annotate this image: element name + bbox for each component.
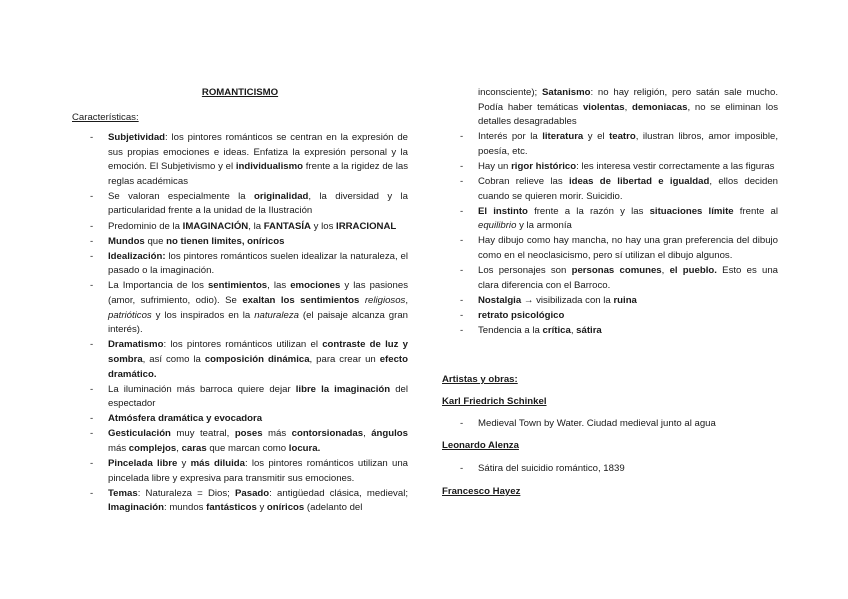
list-item <box>72 427 408 456</box>
text: Se valoran especialmente la <box>108 190 255 202</box>
bold-text: caras <box>181 442 207 454</box>
text: y las pasiones (amor, sufrimiento, odio). Se <box>108 280 408 307</box>
bold-text: sátira <box>576 325 602 336</box>
text: , <box>176 442 182 454</box>
text: del espectador <box>108 383 409 410</box>
bold-text: ángulos <box>371 428 408 440</box>
text: : Naturaleza = Dios; <box>137 487 236 499</box>
text: (adelanto del <box>304 502 363 514</box>
text: La Importancia de los <box>108 280 208 292</box>
characteristics-list <box>72 131 408 516</box>
text: , así como la <box>142 353 205 365</box>
text: , las <box>267 280 291 292</box>
text: (el paisaje alcanza gran interés). <box>108 309 409 336</box>
text: frente a la razón y las <box>527 205 650 217</box>
text: y <box>177 458 191 470</box>
bold-text: teatro <box>609 131 636 143</box>
bold-text: sentimientos <box>207 280 268 292</box>
text: : los pintores románticos utilizan una pincelada libre y expresiva para transmitir sus emociones. <box>108 458 408 484</box>
text: Predominio de la <box>108 220 183 232</box>
list-item <box>72 383 408 412</box>
bold-text: situaciones límite <box>649 205 734 217</box>
bold-text: Mundos <box>108 235 145 247</box>
text: frente al <box>733 205 778 217</box>
artist-name: Francesco Hayez <box>442 486 521 497</box>
list-item <box>72 338 408 382</box>
text: Hay un <box>478 160 512 172</box>
text: que marcan como <box>206 442 289 454</box>
list-item: - Medieval Town by Water. Ciudad medieval junto al agua <box>442 417 778 432</box>
text: Hay dibujo como hay mancha, no hay una gran preferencia del dibujo como en el neoclasicismo, pero sí utilizan el dibujo algunos. <box>478 235 778 262</box>
bold-text: IMAGINACIÓN <box>182 220 249 232</box>
bold-text: FANTASÍA <box>263 220 311 232</box>
bold-text: crítica <box>542 325 571 336</box>
bold-text: rigor histórico <box>511 160 577 172</box>
list-item: - Sátira del suicidio romántico, 1839 <box>442 462 778 477</box>
text: y <box>256 502 267 514</box>
text: , no se eliminan los detalles desagradables <box>478 101 778 128</box>
text: : los pintores románticos se centran en la expresión de sus propias emociones e ideas. Enfatiza la expresión personal y la emoción. El Subjetivismo y el <box>108 132 408 173</box>
text: : no hay religión, pero satán sale mucho. Podía haber temáticas <box>478 87 779 113</box>
artist-works-list <box>442 417 778 432</box>
list-item <box>72 190 408 219</box>
list-item <box>72 235 408 250</box>
list-item <box>442 309 778 324</box>
text: frente a la rigidez de las reglas académicas <box>108 161 408 187</box>
text: Interés por la <box>478 131 543 143</box>
characteristics-list-continued <box>442 86 778 339</box>
bold-text: libre la imaginación <box>295 383 391 395</box>
bold-text: Atmósfera dramática y evocadora <box>108 413 263 425</box>
bold-text: fantásticos <box>206 502 257 514</box>
bold-text: emociones <box>290 280 341 292</box>
text: inconsciente); <box>478 87 542 98</box>
bold-text: Nostalgia <box>478 294 522 306</box>
bold-text: locura. <box>288 442 321 454</box>
bold-text: literatura <box>542 131 584 143</box>
bold-text: ideas de libertad e igualdad <box>568 176 710 188</box>
text: , la diversidad y la particularidad frente a la unidad de la Ilustración <box>108 190 408 217</box>
text: más <box>262 428 292 440</box>
text: : mundos <box>163 502 207 514</box>
bold-text: efecto dramático. <box>108 353 408 380</box>
text: , <box>363 428 372 440</box>
bold-text: oníricos <box>266 502 305 514</box>
text: → visibilizada con la <box>521 294 614 306</box>
bold-text: individualismo <box>235 161 303 173</box>
bold-text: composición dinámica <box>204 353 310 365</box>
bold-text: Imaginación <box>108 502 164 514</box>
text: Los personajes son <box>478 265 572 277</box>
bold-text: complejos <box>128 442 177 454</box>
italic-text: naturaleza <box>254 309 299 321</box>
bold-text: poses <box>234 428 263 440</box>
bold-text: Gesticulación <box>108 428 171 440</box>
bold-text: contorsionadas <box>291 428 364 440</box>
bold-text: contraste de luz y sombra <box>108 339 408 365</box>
text: , <box>624 101 632 113</box>
text: , la <box>248 220 264 232</box>
italic-text: religiosos <box>364 295 406 307</box>
artist-name: Leonardo Alenza <box>442 440 519 451</box>
bold-text: ruina <box>613 294 637 306</box>
list-item <box>442 86 778 130</box>
bold-text: no tienen limites, oníricos <box>166 235 285 247</box>
list-item <box>72 250 408 279</box>
text: que <box>144 235 167 247</box>
list-item <box>442 264 778 293</box>
list-item <box>442 205 778 234</box>
bold-text: Dramatismo <box>108 339 164 351</box>
bold-text: Pincelada libre <box>108 458 178 470</box>
text: : los pintores románticos utilizan el <box>163 339 323 351</box>
list-item <box>442 234 778 263</box>
list-item <box>72 279 408 337</box>
bold-text: más diluida <box>190 458 245 470</box>
text: , <box>570 325 577 336</box>
italic-text: patrióticos <box>108 309 152 321</box>
artist-works-list <box>442 462 778 477</box>
list-item <box>72 131 408 189</box>
text: los pintores románticos suelen idealizar la naturaleza, el pasado o la imaginación. <box>108 250 408 277</box>
bold-text: violentas <box>582 101 625 113</box>
text: La iluminación más barroca quiere dejar <box>108 383 296 395</box>
characteristics-heading: Características: <box>72 112 139 123</box>
text: , ilustran libros, amor imposible, poesía, etc. <box>478 131 778 157</box>
list-item <box>72 487 408 516</box>
text: más <box>108 442 129 454</box>
text: Cobran relieve las <box>478 176 569 188</box>
artist-name: Karl Friedrich Schinkel <box>442 396 547 407</box>
text: , ellos deciden cuando se quieren morir. Suicidio. <box>478 176 778 202</box>
text: y el <box>583 131 610 143</box>
list-item <box>72 220 408 235</box>
bold-text: exaltan los sentimientos <box>242 295 360 307</box>
text: : les interesa vestir correctamente a las figuras <box>576 160 775 172</box>
bold-text: Pasado <box>235 487 270 499</box>
text: Tendencia a la <box>478 325 543 336</box>
text: , para crear un <box>309 353 380 365</box>
list-item <box>442 294 778 309</box>
list-item <box>442 324 778 339</box>
list-item <box>442 175 778 204</box>
text: : antigüedad clásica, medieval; <box>269 487 408 499</box>
bold-text: El instinto <box>478 205 528 217</box>
text: y la armonía <box>516 220 572 232</box>
bold-text: Subjetividad <box>108 132 166 143</box>
bold-text: demoniacas <box>632 101 688 113</box>
bold-text: Temas <box>108 487 138 499</box>
bold-text: personas comunes <box>571 265 662 277</box>
bold-text: originalidad <box>254 190 309 202</box>
bold-text: Satanismo <box>541 87 591 98</box>
list-item <box>72 412 408 427</box>
bold-text: Idealización: <box>108 250 166 262</box>
text: muy teatral, <box>170 428 235 440</box>
bold-text: retrato psicológico <box>478 309 565 321</box>
text: y los <box>310 220 337 232</box>
artists-heading: Artistas y obras: <box>442 374 518 385</box>
bold-text: IRRACIONAL <box>336 220 397 232</box>
italic-text: equilibrio <box>478 220 517 232</box>
text: , <box>661 265 670 277</box>
list-item <box>442 160 778 175</box>
list-item <box>442 130 778 159</box>
text: y los inspirados en la <box>151 309 255 321</box>
list-item <box>72 457 408 486</box>
bold-text: el pueblo. <box>669 265 717 277</box>
text: , <box>405 295 409 307</box>
text: Esto es una clara diferencia con el Barroco. <box>478 265 778 291</box>
document-title: ROMANTICISMO <box>201 87 279 98</box>
